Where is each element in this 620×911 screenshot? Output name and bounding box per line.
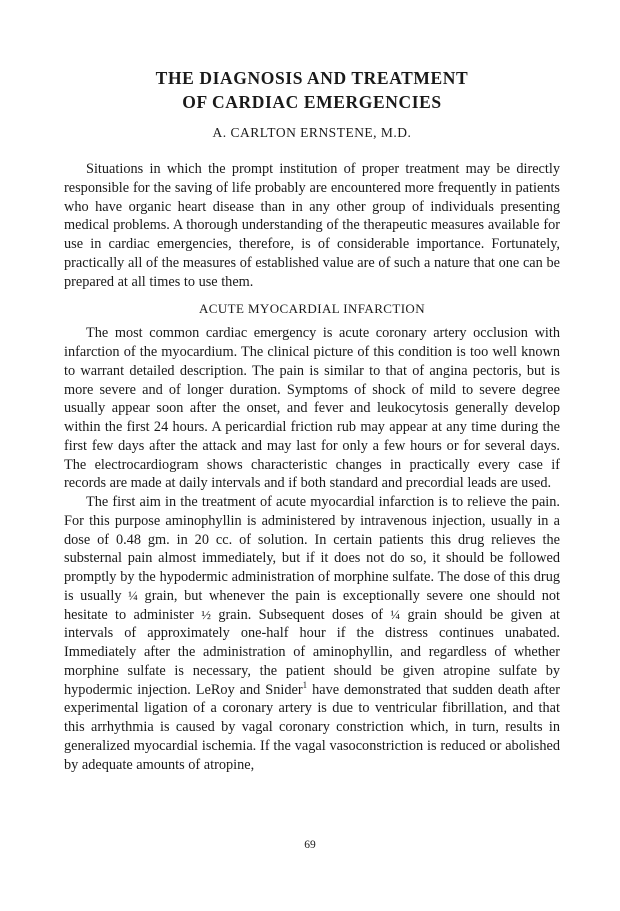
section-paragraph-2 [64, 493, 560, 774]
article-page [64, 66, 560, 774]
section-heading: ACUTE MYOCARDIAL INFARCTION [198, 301, 426, 317]
section-paragraph-1: The most common cardiac emergency is acute coronary artery occlusion with infarction of the myocardium. The clinical picture of this condition is too well known to warrant detailed description. The pain is similar to that of angina pectoris, but is more severe and of longer duration. Symptoms of shock of mild to severe degree usually appear soon after the onset, and fever and leukocytosis generally develop within the first 24 hours. A pericardial friction rub may appear at any time during the first few days after the attack and may last for only a few hours or for several days. The electrocardiogram shows characteristic changes in practically every case if records are made at daily intervals and if both standard and precordial leads are used. [64, 325, 560, 492]
paragraph-2-text-c: grain. Subsequent doses of [210, 606, 391, 623]
fraction-quarter-second: ¼ [390, 606, 401, 622]
paragraph-2-text-a: The first aim in the treatment of acute myocardial infarction is to relieve the pain. For this purpose aminophyllin is administered by intravenous injection, usually in a dose of 0.48 gm. in 20 cc. of solution. In certain patients this drug relieves the substernal pain almost immediately, but if it does not do so, it should be followed promptly by the hypodermic administration of morphine sulfate. The dose of this drug is usually [64, 494, 560, 604]
fraction-quarter: ¼ [128, 587, 138, 603]
author-line: A. CARLTON ERNSTENE, M.D. [212, 125, 412, 140]
page-number: 69 [304, 839, 316, 851]
article-body [64, 160, 560, 774]
reference-superscript: 1 [302, 679, 308, 690]
title-line-2: OF CARDIAC EMERGENCIES [182, 92, 442, 112]
fraction-half: ½ [201, 606, 211, 622]
paragraph-2-text-b: grain, but whenever the pain is exceptionally severe one should not hesitate to administer [64, 587, 560, 623]
paragraph-2-text-e: have demonstrated that sudden death after experimental ligation of a coronary artery is due to ventricular fibrillation, and that this arrhythmia is caused by vagal coronary constriction which, in turn, results in generalized myocardial ischemia. If the vagal vasoconstriction is reduced or abolished by adequate amounts of atropine, [64, 681, 560, 773]
title-line-1: THE DIAGNOSIS AND TREATMENT [155, 68, 469, 88]
article-title [64, 66, 560, 114]
paragraph-2-text-d: grain should be given at intervals of approximately one-half hour if the distress continues unabated. Immediately after the administration of aminophyllin, and regardless of whether morphine sulfate is necessary, the patient should be given atropine sulfate by hypodermic injection. LeRoy and Snider [64, 606, 561, 698]
intro-paragraph: Situations in which the prompt institution of proper treatment may be directly responsible for the saving of life probably are encountered more frequently in patients who have organic heart disease than in any other group of individuals presenting medical problems. A thorough understanding of the therapeutic measures available for use in cardiac emergencies, therefore, is of considerable importance. Fortunately, practically all of the measures of established value are of such a nature that one can be prepared at all times to use them. [64, 161, 560, 290]
